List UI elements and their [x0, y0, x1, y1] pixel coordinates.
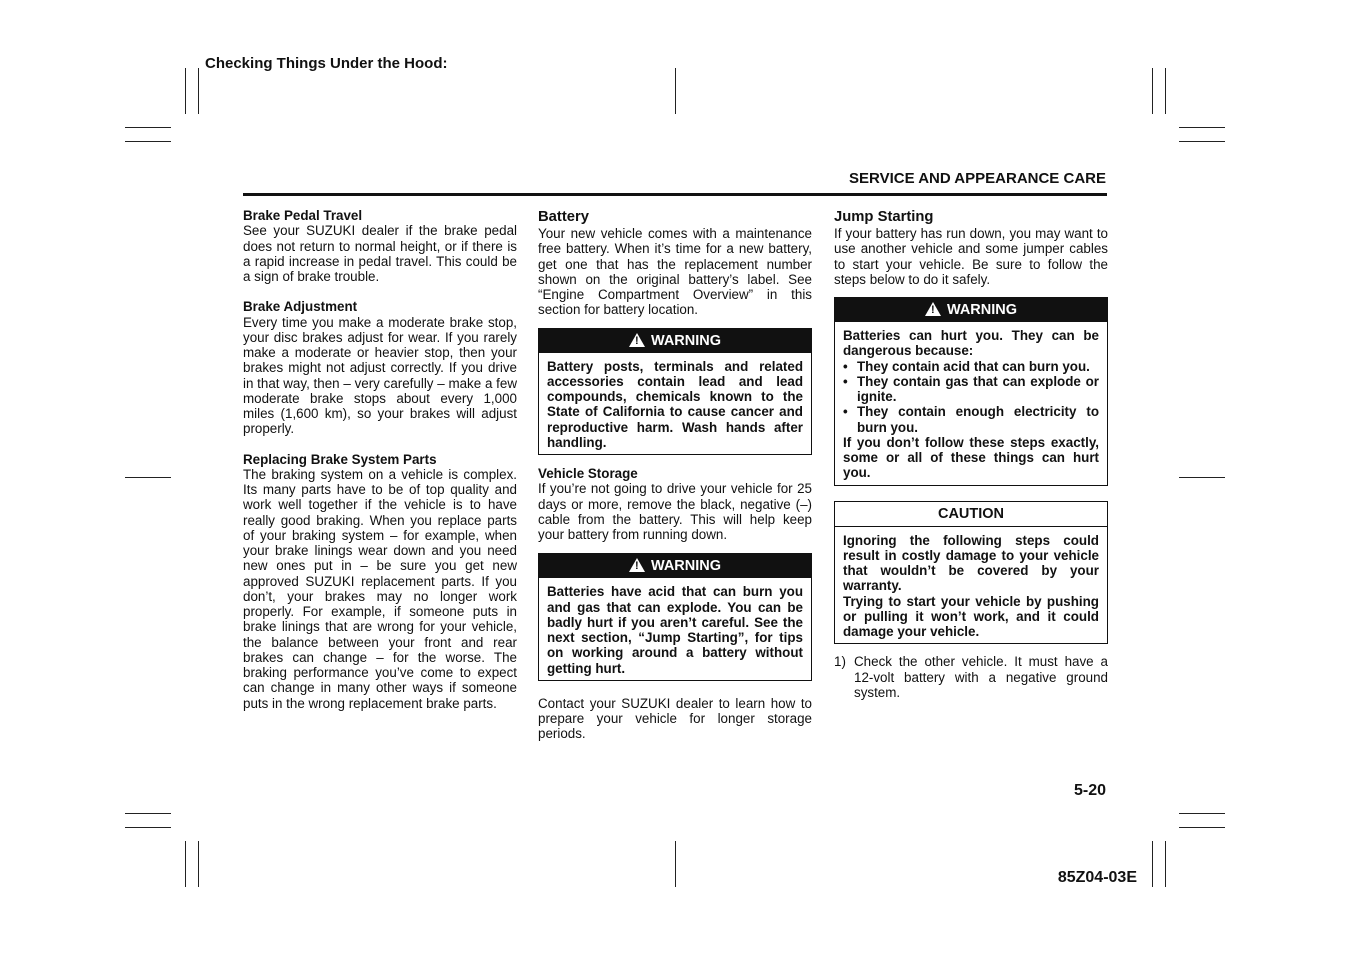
caution-text-1: Ignoring the following steps could result in costly damage to your vehicle that wouldn’t be covered by your warranty.: [843, 532, 1099, 594]
warning-header: !WARNING: [539, 554, 811, 578]
warning-acid-text: Batteries have acid that can burn you and gas that can explode. You can be badly hurt if you aren’t careful. See the next section, “Jump Starting”, for tips on working around a battery without getting hurt.: [547, 584, 803, 676]
document-code: 85Z04-03E: [1057, 869, 1137, 886]
caution-body: [835, 527, 1107, 644]
page-number: 5-20: [1073, 782, 1106, 799]
warning-header: !WARNING: [539, 329, 811, 353]
warning-box-batteries: [834, 297, 1108, 486]
warning-box-lead: [538, 328, 812, 456]
column-middle: [538, 208, 812, 742]
warning-intro: Batteries can hurt you. They can be dangerous because:: [843, 328, 1099, 359]
warning-box-acid: [538, 553, 812, 681]
brake-adjustment-heading: Brake Adjustment: [243, 299, 358, 315]
brake-pedal-travel-heading: Brake Pedal Travel: [243, 208, 363, 223]
vehicle-storage-text: If you’re not going to drive your vehicle for 25 days or more, remove the black, negative (–) cable from the battery. This will help keep your battery from running down.: [538, 481, 812, 542]
warning-header: !WARNING: [835, 298, 1107, 322]
jump-starting-heading: Jump Starting: [834, 209, 934, 225]
warning-triangle-icon: [629, 333, 645, 347]
replacing-parts-heading: Replacing Brake System Parts: [243, 451, 437, 467]
battery-heading: Battery: [538, 209, 589, 225]
list-item: • They contain gas that can explode or ignite.: [843, 373, 1099, 404]
warning-triangle-icon: [925, 302, 941, 316]
list-item: • They contain acid that can burn you.: [843, 358, 1090, 374]
step-text: Check the other vehicle. It must have a 12-volt battery with a negative ground system.: [854, 654, 1108, 700]
contact-dealer-text: Contact your SUZUKI dealer to learn how to prepare your vehicle for longer storage periods.: [538, 695, 812, 742]
battery-text: Your new vehicle comes with a maintenance free battery. When it’s time for a new battery, get one that has the replacement number shown on the original battery’s label. See “Engine Compartment Overview” in this section for battery location.: [538, 226, 812, 318]
warning-outro: If you don’t follow these steps exactly, some or all of these things can hurt you.: [843, 434, 1099, 481]
replacing-parts-text: The braking system on a vehicle is complex. Its many parts have to be of top quality and work well together if the vehicle is to have really good braking. When you replace parts of your braking system – for example, when your brake linings wear down and you need new ones put in – be sure you get new approved SUZUKI replacement parts. If you don’t, your brakes may no longer work properly. For example, if someone puts in brake linings that are wrong for your vehicle, the balance between your front and rear brakes can change – for the worse. The braking performance you’ve come to expect can change in many other ways if someone puts in the wrong replacement brake parts.: [243, 466, 517, 711]
vehicle-storage-heading: Vehicle Storage: [538, 466, 638, 481]
column-left: [243, 208, 517, 711]
step-number: 1): [834, 654, 846, 670]
caution-text-2: Trying to start your vehicle by pushing or pulling it won’t work, and it could damage your vehicle.: [843, 593, 1099, 639]
column-right: [834, 208, 1108, 700]
brake-adjustment-text: Every time you make a moderate brake stop, your disc brakes adjust for wear. If you rarely make a moderate or heavier stop, then your brakes might not adjust correctly. If you drive in that way, then – very carefully – make a few moderate brake stops about every 1,000 miles (1,600 km), so your brakes will adjust properly.: [243, 314, 517, 437]
warning-triangle-icon: [629, 558, 645, 572]
list-item: • They contain enough electricity to burn you.: [843, 404, 1099, 435]
section-title: SERVICE AND APPEARANCE CARE: [849, 170, 1106, 187]
caution-header: CAUTION: [835, 502, 1107, 527]
caution-box: [834, 501, 1108, 645]
warning-lead-text: Battery posts, terminals and related accessories contain lead and lead compounds, chemicals known to the State of California to cause cancer and reproductive harm. Wash hands after handling.: [547, 358, 803, 450]
step-item: [834, 654, 1108, 700]
warning-batteries-body: [835, 322, 1107, 485]
brake-pedal-travel-text: See your SUZUKI dealer if the brake pedal does not return to normal height, or if there is a rapid increase in pedal travel. This could be a sign of brake trouble.: [243, 223, 517, 284]
jump-starting-text: If your battery has run down, you may want to use another vehicle and some jumper cables to start your vehicle. Be sure to follow the steps below to do it safely.: [834, 226, 1108, 287]
running-header: Checking Things Under the Hood:: [205, 55, 448, 72]
header-rule: [243, 193, 1107, 196]
